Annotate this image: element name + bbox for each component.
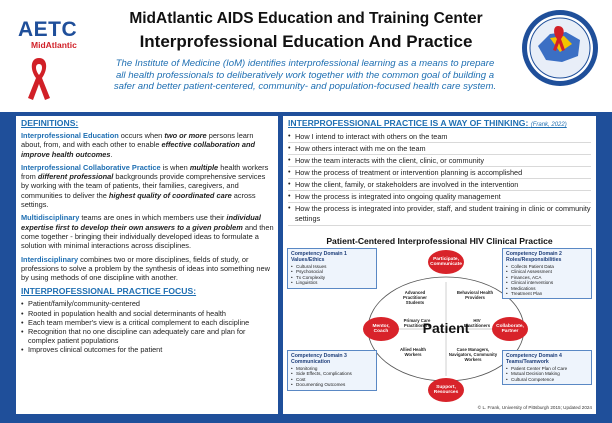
list-item: • How I intend to interact with others on the team — [288, 131, 591, 143]
list-item: • Monitoring — [291, 366, 373, 371]
label-case-managers: Case Managers, Navigators, Community Workers — [448, 347, 498, 362]
ways-heading: INTERPROFESSIONAL PRACTICE IS A WAY OF THINKING: (Frank, 2022) — [288, 118, 567, 128]
list-item: • Finances, ACA — [506, 275, 588, 280]
page-title-line2: Interprofessional Education And Practice — [139, 32, 473, 51]
patient-label: Patient — [422, 320, 470, 336]
focus-list — [21, 299, 274, 354]
list-item: • Cultural Competence — [506, 377, 588, 382]
list-item: • Collects Patient Data — [506, 264, 588, 269]
list-item: • Psychosocial — [291, 269, 373, 274]
list-item: • Mutual Decision Making — [506, 371, 588, 376]
diagram-credit: © L. Frank, University of Pittsburgh 2015; Updated 2024 — [477, 405, 592, 410]
logo-aetc-text: AETC — [18, 18, 78, 41]
header — [0, 0, 612, 112]
label-primary-care: Primary Care Practitioners — [403, 318, 431, 328]
label-hiv-practitioners: HIV Practitioners — [463, 318, 491, 328]
list-item: • Clinical Assessment — [506, 269, 588, 274]
ways-citation: (Frank, 2022) — [530, 122, 567, 128]
competency-domain-4: Competency Domain 4 Teams/Teamwork • Patient Center Plan of Care • Mutual Decision Making • Cultural Competence — [502, 350, 592, 385]
list-item: • Cultural Issues — [291, 264, 373, 269]
label-allied-health: Allied Health Workers — [399, 347, 427, 357]
page-title-line1: MidAtlantic AIDS Education and Training Center — [129, 10, 483, 27]
list-item: • Linguistics — [291, 280, 373, 285]
ways-list — [288, 131, 591, 226]
def-interdisciplinary: Interdisciplinary combines two or more disciplines, fields of study, or professions to solve a problem by the synthesis of ideas into something new by using methods of one discipline with another. — [21, 254, 270, 283]
list-item: • Patient/family/community-centered — [21, 299, 274, 308]
list-item: • How the process is integrated into ongoing quality management — [288, 191, 591, 203]
list-item: • Documenting Outcomes — [291, 382, 373, 387]
node-support: Support, Resources — [428, 378, 464, 402]
label-behavioral-health: Behavioral Health Providers — [456, 290, 494, 300]
list-item: • Each team member's view is a critical complement to each discipline — [21, 318, 274, 327]
competency-domain-2: Competency Domain 2 Roles/Responsibilities • Collects Patient Data • Clinical Assessment • Finances, ACA • Clinical interventions • Medications • Treatment Plan — [502, 248, 592, 299]
list-item: • How the process of treatment or intervention planning is accomplished — [288, 167, 591, 179]
list-item: • Side Effects, Complications — [291, 371, 373, 376]
red-ribbon-icon — [24, 54, 54, 102]
competency-domain-1: Competency Domain 1 Values/Ethics • Cultural Issues • Psychosocial • Tx Complexity • Linguistics — [287, 248, 377, 289]
list-item: • Patient Center Plan of Care — [506, 366, 588, 371]
practice-diagram — [283, 234, 596, 414]
list-item: • Improves clinical outcomes for the patient — [21, 345, 274, 354]
right-panel — [283, 116, 596, 414]
list-item: • How others interact with me on the team — [288, 143, 591, 155]
node-collaborate: Collaborate, Partner — [492, 317, 528, 341]
list-item: • How the client, family, or stakeholders are involved in the intervention — [288, 179, 591, 191]
list-item: • Recognition that no one discipline can adequately care and plan for complex patient populations — [21, 327, 274, 345]
focus-heading: INTERPROFESSIONAL PRACTICE FOCUS: — [21, 286, 197, 297]
def-ipe: Interprofessional Education occurs when two or more persons learn about, from, and with each other to enable effective collaboration and improve health outcomes. — [21, 131, 256, 159]
list-item: • Medications — [506, 286, 588, 291]
list-item: • Clinical interventions — [506, 280, 588, 285]
competency-domain-3: Competency Domain 3 Communication • Monitoring • Side Effects, Complications • Cost • Documenting Outcomes — [287, 350, 377, 391]
label-advanced-practitioner: Advanced Practitioner Students — [403, 290, 427, 305]
def-multidisciplinary: Multidisciplinary teams are ones in which members use their individual expertise first to develop their own answers to a given problem and then come together - bringing their individually developed ideas to formulate a solution with minimal interactions across disciplines. — [21, 213, 274, 251]
list-item: • Treatment Plan — [506, 291, 588, 296]
list-item: • How the team interacts with the client, clinic, or community — [288, 155, 591, 167]
left-panel — [16, 116, 278, 414]
list-item: • Cost — [291, 377, 373, 382]
list-item: • Tx Complexity — [291, 275, 373, 280]
intro-text: The Institute of Medicine (IoM) identifies interprofessional learning as a means to prepare all health professionals to deliberatively work together with the common goal of building a safer and better patient-centered, community- and population-focused health care system. — [113, 58, 497, 92]
node-participate: Participate, Communicate — [428, 250, 464, 274]
node-mentor: Mentor, Coach — [363, 317, 399, 341]
def-icp: Interprofessional Collaborative Practice is when multiple health workers from different professional backgrounds provide comprehensive services by working with the team of patients, their families, caregivers, and communities to deliver the highest quality of coordinated care across settings. — [21, 162, 269, 210]
list-item: • Rooted in population health and social determinants of health — [21, 309, 274, 318]
diagram-title: Patient-Centered Interprofessional HIV Clinical Practice — [326, 236, 553, 246]
list-item: • How the process is integrated into provider, staff, and student training in clinic or community settings — [288, 203, 591, 226]
definitions-heading: DEFINITIONS: — [21, 118, 79, 128]
logo-midatlantic-text: MidAtlantic — [31, 40, 77, 50]
circular-seal-icon — [520, 8, 600, 88]
